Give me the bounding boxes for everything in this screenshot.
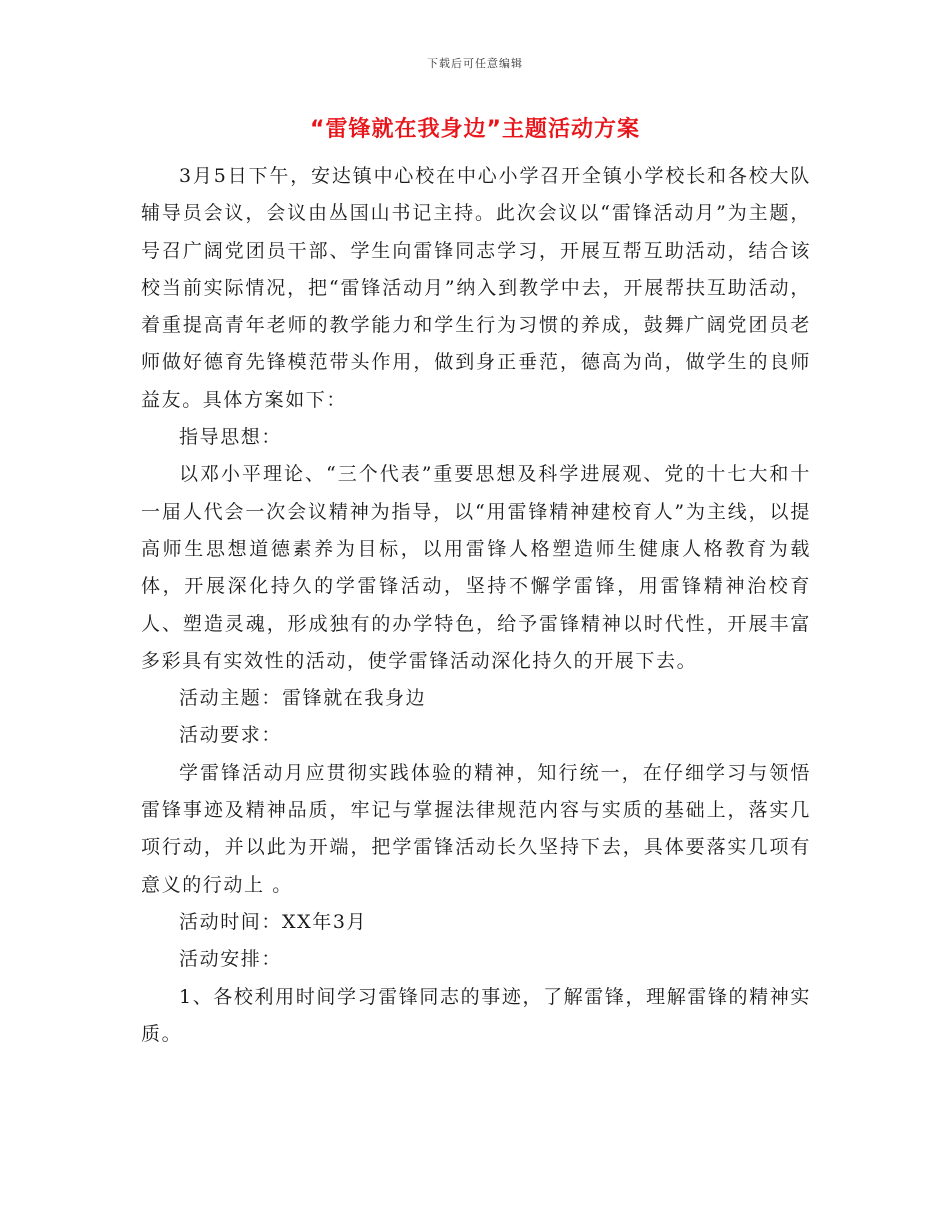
arrangement-item-1: 1、各校利用时间学习雷锋同志的事迹，了解雷锋，理解雷锋的精神实质。 bbox=[141, 985, 811, 1045]
heading-guiding-thought: 指导思想： bbox=[179, 426, 283, 449]
heading-activity-arrangement: 活动安排： bbox=[179, 948, 283, 971]
heading-activity-requirements: 活动要求： bbox=[179, 724, 283, 747]
activity-time: 活动时间：XX年3月 bbox=[179, 910, 368, 933]
paragraph-intro: 3月5日下午，安达镇中心校在中心小学召开全镇小学校长和各校大队辅导员会议，会议由丛国山书记主持。此次会议以“雷锋活动月”为主题，号召广阔党团员干部、学生向雷锋同志学习，开展互帮互助活动，结合该校当前实际情况，把“雷锋活动月”纳入到教学中去，开展帮扶互助活动，着重提高青年老师的教学能力和学生行为习惯的养成，鼓舞广阔党团员老师做好德育先锋模范带头作用，做到身正垂范，德高为尚，做学生的良师益友。具体方案如下： bbox=[141, 165, 811, 411]
header-note: 下载后可任意编辑 bbox=[427, 57, 523, 70]
paragraph-guiding-thought: 以邓小平理论、“三个代表”重要思想及科学进展观、党的十七大和十一届人代会一次会议精神为指导，以“用雷锋精神建校育人”为主线，以提高师生思想道德素养为目标，以用雷锋人格塑造师生健康人格教育为载体，开展深化持久的学雷锋活动，坚持不懈学雷锋，用雷锋精神治校育人、塑造灵魂，形成独有的办学特色，给予雷锋精神以时代性，开展丰富多彩具有实效性的活动，使学雷锋活动深化持久的开展下去。 bbox=[141, 463, 811, 672]
document-body bbox=[141, 158, 811, 1053]
document-title: “雷锋就在我身边”主题活动方案 bbox=[310, 117, 640, 142]
paragraph-activity-requirements: 学雷锋活动月应贯彻实践体验的精神，知行统一，在仔细学习与领悟雷锋事迹及精神品质，牢记与掌握法律规范内容与实质的基础上，落实几项行动，并以此为开端，把学雷锋活动长久坚持下去，具体要落实几项有意义的行动上 。 bbox=[141, 761, 811, 896]
activity-theme: 活动主题：雷锋就在我身边 bbox=[179, 687, 427, 710]
